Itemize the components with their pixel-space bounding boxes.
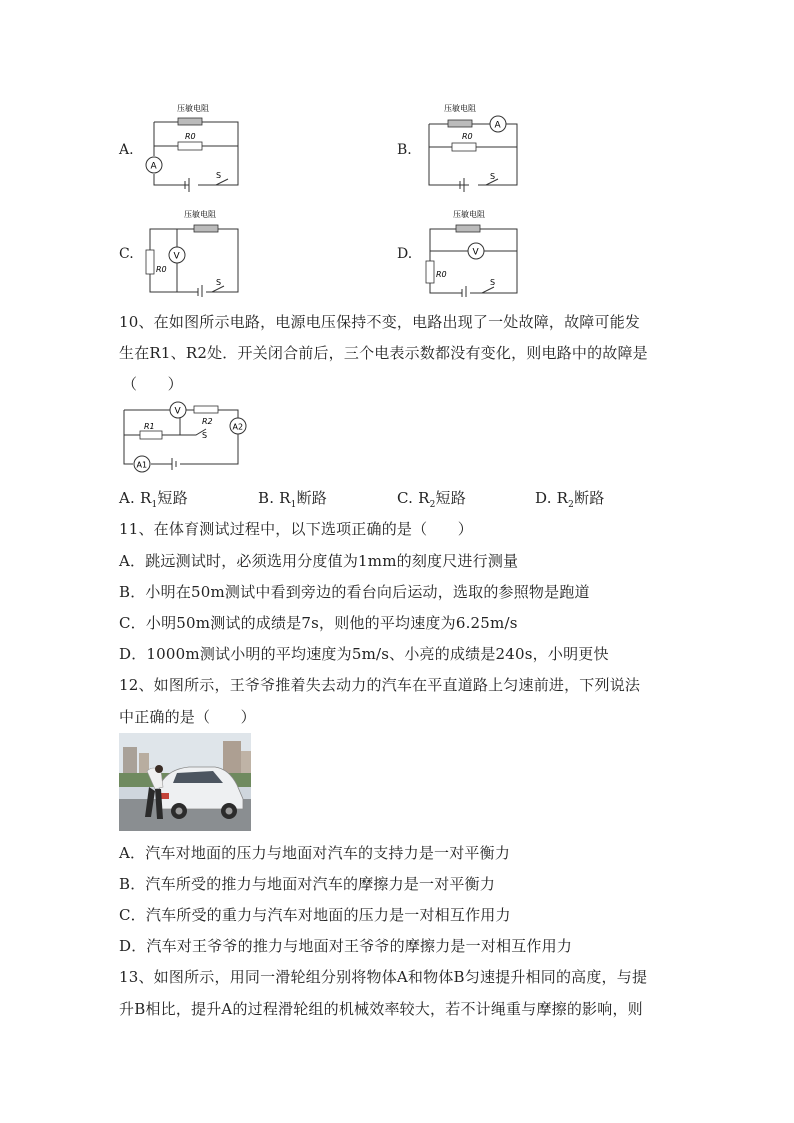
man-pushing-car-photo: [119, 733, 251, 831]
pressure-sensor-resistor: [456, 225, 480, 232]
q12-stem-line1: 12、如图所示，王爷爷推着失去动力的汽车在平直道路上匀速前进，下列说法: [119, 676, 641, 694]
q12-option-c: C．汽车所受的重力与汽车对地面的压力是一对相互作用力: [119, 906, 511, 924]
q10-option-d: D. $R_2$断路: [535, 489, 605, 510]
svg-text:R1: R1: [144, 422, 155, 431]
r0-label: R0: [462, 132, 473, 141]
r0-label: R0: [436, 270, 447, 279]
circuit-diagram-d: [420, 205, 530, 297]
q13-stem-line1: 13、如图所示，用同一滑轮组分别将物体A和物体B匀速提升相同的高度，与提: [119, 968, 648, 986]
q10-circuit-diagram: [118, 400, 250, 474]
q12-stem-line2: 中正确的是（ ）: [119, 708, 256, 726]
option-a-letter: A.: [119, 142, 134, 158]
switch-label: S: [216, 171, 222, 180]
q10-stem-line1: 10、在如图所示电路，电源电压保持不变，电路出现了一处故障，故障可能发: [119, 313, 641, 331]
switch-label: S: [202, 431, 208, 440]
svg-text:A: A: [494, 120, 501, 131]
r0-resistor: [178, 142, 202, 150]
r0-label: R0: [185, 132, 196, 141]
pressure-sensor-resistor: [178, 118, 202, 125]
q11-option-a: A．跳远测试时，必须选用分度值为1mm的刻度尺进行测量: [119, 552, 519, 570]
q13-stem-line2: 升B相比，提升A的过程滑轮组的机械效率较大，若不计绳重与摩擦的影响，则: [119, 1000, 643, 1018]
svg-text:V: V: [174, 406, 181, 417]
q10-stem-line2: 生在R1、R2处．开关闭合前后，三个电表示数都没有变化，则电路中的故障是: [119, 344, 648, 362]
q10-stem-line3: （ ）: [122, 375, 183, 393]
r1-resistor: [140, 431, 162, 439]
q11-option-c: C．小明50m测试的成绩是7s，则他的平均速度为6.25m/s: [119, 614, 518, 632]
q12-option-a: A．汽车对地面的压力与地面对汽车的支持力是一对平衡力: [119, 844, 511, 862]
q10-option-c: C. $R_2$短路: [397, 489, 466, 510]
pressure-sensor-label: 压敏电阻: [177, 104, 209, 113]
q11-option-b: B．小明在50m测试中看到旁边的看台向后运动，选取的参照物是跑道: [119, 583, 590, 601]
pressure-sensor-resistor: [448, 120, 472, 127]
svg-text:V: V: [173, 251, 180, 262]
svg-text:R2: R2: [202, 417, 213, 426]
option-d-letter: D.: [397, 246, 413, 262]
r0-label: R0: [156, 265, 167, 274]
pressure-sensor-resistor: [194, 225, 218, 232]
switch-label: S: [216, 278, 222, 287]
option-c-letter: C.: [119, 246, 134, 262]
circuit-diagram-b: [420, 100, 530, 192]
circuit-diagram-a: [140, 100, 250, 192]
pressure-sensor-label: 压敏电阻: [444, 104, 476, 113]
q10-option-b: B. $R_1$断路: [258, 489, 328, 510]
svg-text:A2: A2: [232, 422, 244, 432]
switch-label: S: [490, 172, 496, 181]
r2-resistor: [194, 406, 218, 413]
svg-text:A1: A1: [136, 460, 148, 470]
pressure-sensor-label: 压敏电阻: [453, 210, 485, 219]
switch-label: S: [490, 278, 496, 287]
pressure-sensor-label: 压敏电阻: [184, 210, 216, 219]
r0-resistor: [452, 143, 476, 151]
r0-resistor: [146, 250, 154, 274]
q11-stem: 11、在体育测试过程中，以下选项正确的是（ ）: [119, 520, 473, 538]
q10-option-a: A. $R_1$短路: [119, 489, 188, 510]
circuit-diagram-c: [140, 205, 250, 297]
svg-text:V: V: [472, 247, 479, 258]
option-b-letter: B.: [397, 142, 412, 158]
q11-option-d: D．1000m测试小明的平均速度为5m/s、小亮的成绩是240s，小明更快: [119, 645, 609, 663]
svg-text:A: A: [150, 161, 157, 172]
q12-option-b: B．汽车所受的推力与地面对汽车的摩擦力是一对平衡力: [119, 875, 496, 893]
q12-option-d: D．汽车对王爷爷的推力与地面对王爷爷的摩擦力是一对相互作用力: [119, 937, 573, 955]
r0-resistor: [426, 261, 434, 283]
